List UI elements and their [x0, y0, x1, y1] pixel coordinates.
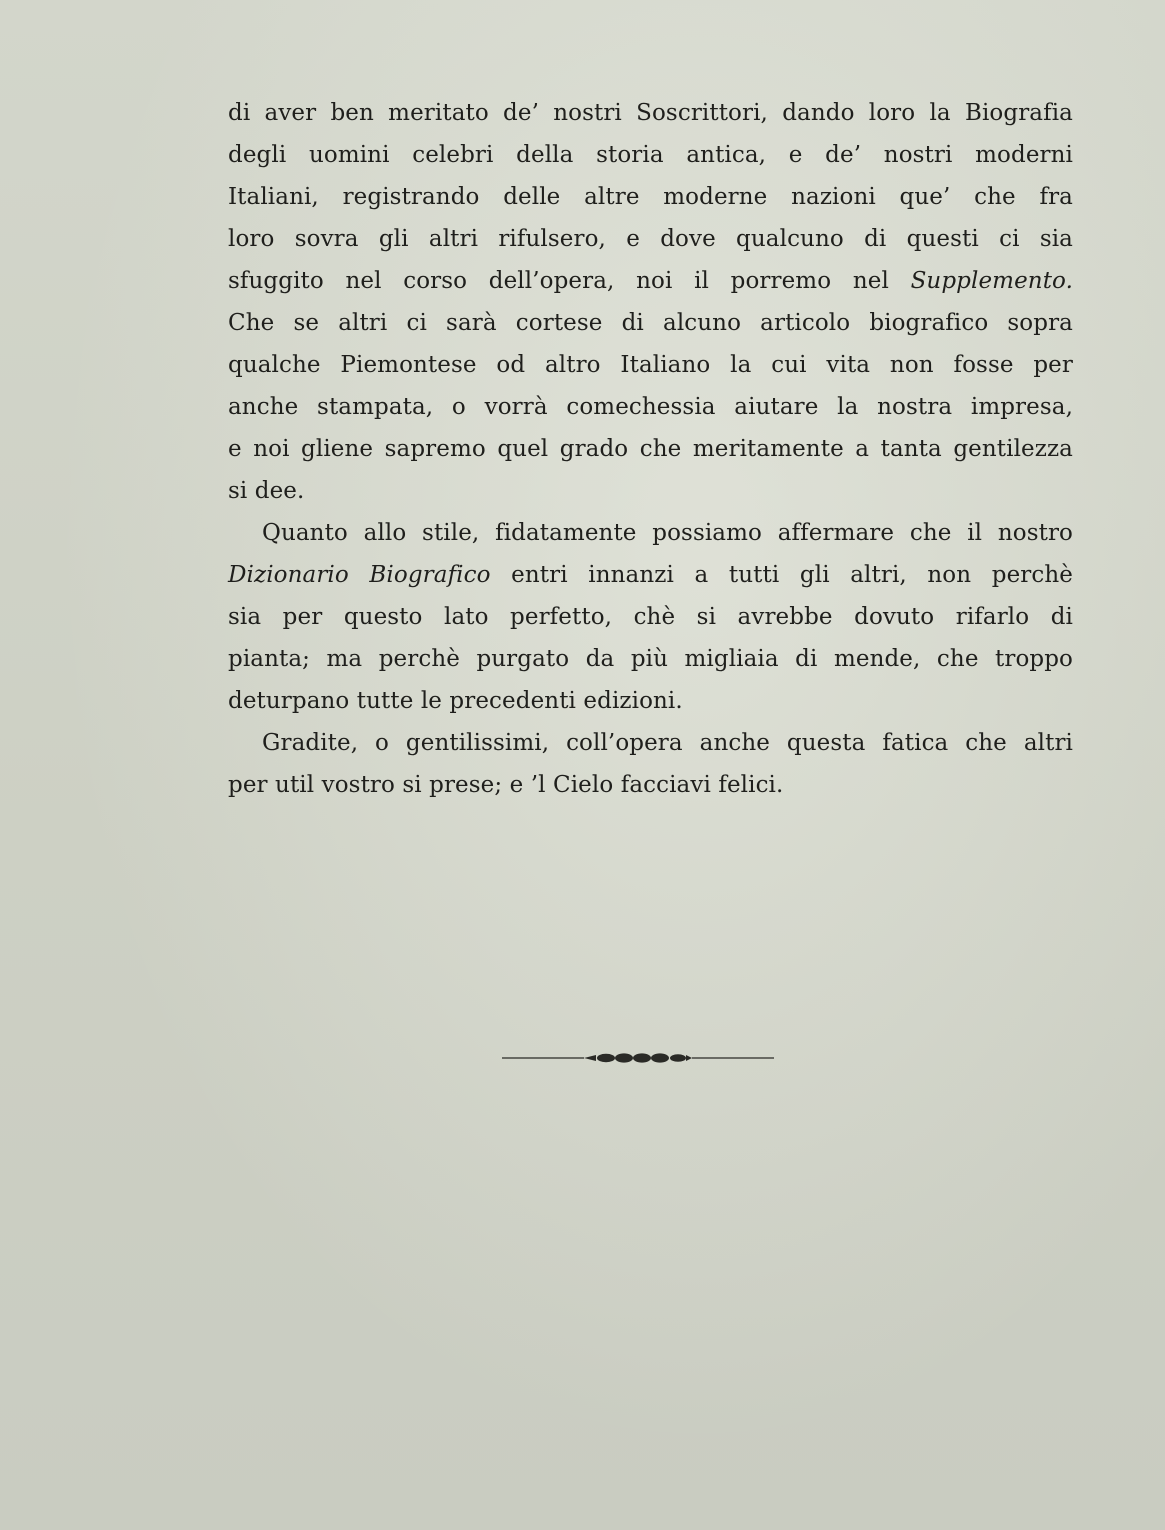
text-line: e noi gliene sapremo quel grado che meritamente a tanta gentilezza	[228, 436, 1073, 462]
text-line: Italiani, registrando delle altre moderne nazioni que’ che fra	[228, 184, 1073, 210]
text-line: Dizionario Biografico entri innanzi a tutti gli altri, non perchè	[228, 562, 1073, 588]
text-line: anche stampata, o vorrà comechessia aiutare la nostra impresa,	[228, 394, 1073, 420]
text-line: sia per questo lato perfetto, chè si avrebbe dovuto rifarlo di	[228, 604, 1073, 630]
text-line: qualche Piemontese od altro Italiano la cui vita non fosse per	[228, 352, 1073, 378]
paragraph-start-line: Gradite, o gentilissimi, coll’opera anche questa fatica che altri	[262, 730, 1073, 756]
text-line: pianta; ma perchè purgato da più migliaia di mende, che troppo	[228, 646, 1073, 672]
italic-title: Supplemento.	[910, 268, 1073, 294]
text-line: degli uomini celebri della storia antica, e de’ nostri moderni	[228, 142, 1073, 168]
text-body	[228, 92, 1073, 806]
rule-ornament-icon	[502, 1051, 774, 1065]
paragraph-end-line: deturpano tutte le precedenti edizioni.	[228, 688, 683, 714]
text-line: di aver ben meritato de’ nostri Soscrittori, dando loro la Biografia	[228, 100, 1073, 126]
italic-title: Dizionario Biografico	[228, 562, 491, 588]
text-line: Che se altri ci sarà cortese di alcuno articolo biografico sopra	[228, 310, 1073, 336]
paragraph-end-line: si dee.	[228, 478, 305, 504]
paragraph-start-line: Quanto allo stile, fidatamente possiamo affermare che il nostro	[262, 520, 1073, 546]
paragraph-end-line: per util vostro si prese; e ’l Cielo facciavi felici.	[228, 772, 784, 798]
text-line: sfuggito nel corso dell’opera, noi il porremo nel Supplemento.	[228, 268, 1073, 294]
text-line: loro sovra gli altri rifulsero, e dove qualcuno di questi ci sia	[228, 226, 1073, 252]
